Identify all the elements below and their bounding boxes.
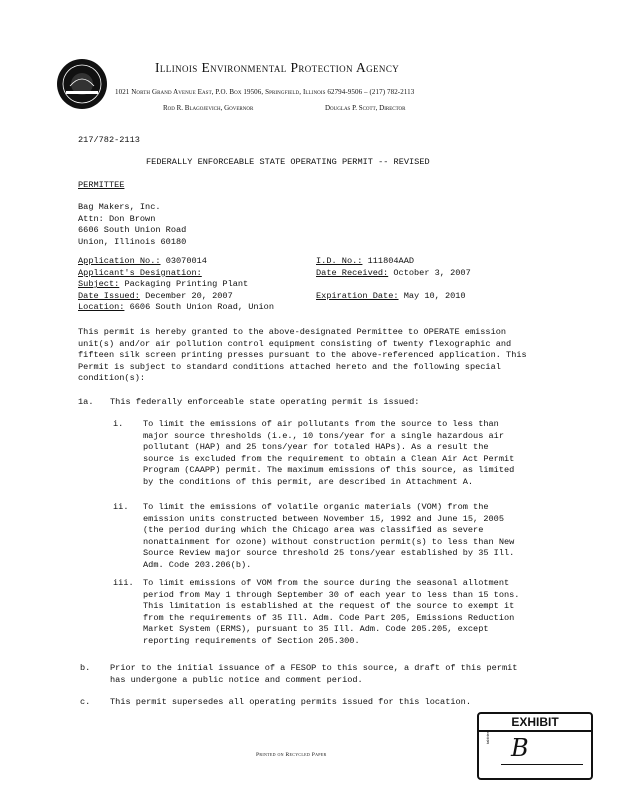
id-no: 111804AAD xyxy=(367,256,415,266)
director-name: Douglas P. Scott, Director xyxy=(325,104,406,112)
date-issued: December 20, 2007 xyxy=(145,290,233,301)
sub-item-number: iii. xyxy=(113,578,134,588)
document-title: FEDERALLY ENFORCEABLE STATE OPERATING PERMIT -- REVISED xyxy=(146,157,430,167)
subject: Packaging Printing Plant xyxy=(124,279,249,290)
recycled-paper-note: Printed on Recycled Paper xyxy=(256,752,327,758)
agency-name: Illinois Environmental Protection Agency xyxy=(155,60,400,75)
application-no: 03070014 xyxy=(165,256,207,266)
exhibit-value: B xyxy=(511,734,529,762)
exhibit-tab-brand: tabbies xyxy=(485,731,490,744)
permittee-street: 6606 South Union Road xyxy=(78,225,187,236)
phone-number: 217/782-2113 xyxy=(78,135,140,145)
condition-c-text: This permit supersedes all operating permits issued for this location. xyxy=(110,697,471,707)
condition-b-text: Prior to the initial issuance of a FESOP to this source, a draft of this permit has undergone a public notice and comment period. xyxy=(110,663,518,685)
permittee-address xyxy=(78,202,186,248)
date-received-label: Date Received: xyxy=(316,267,389,278)
application-no-label: Application No.: xyxy=(78,256,161,266)
condition-1a-label: 1a. xyxy=(78,397,94,407)
state-seal-icon xyxy=(56,58,108,110)
sub-item-text: To limit the emissions of air pollutants from the source to less than major source thresholds (i.e., 10 tons/year for a single hazardous air pollutant (HAP) and 25 tons/year for totaled HAPs). As a result the source is excluded from the requirement to obtain a Clean Air Act Permit Program (CAAPP) permit. The maximum emissions of this source, as limited by the conditions of this permit, are described in Attachment A. xyxy=(143,419,515,487)
governor-name: Rod R. Blagojevich, Governor xyxy=(163,104,254,112)
permittee-heading: PERMITTEE xyxy=(78,180,125,190)
condition-b-label: b. xyxy=(80,663,91,673)
exhibit-underline xyxy=(501,764,583,765)
sub-item-number: i. xyxy=(113,419,124,429)
subject-label: Subject: xyxy=(78,279,120,290)
date-received: October 3, 2007 xyxy=(393,267,471,278)
permittee-city: Union, Illinois 60180 xyxy=(78,236,187,247)
expiration-date: May 10, 2010 xyxy=(403,290,466,301)
permittee-attn: Attn: Don Brown xyxy=(78,213,156,224)
location-label: Location: xyxy=(78,302,125,313)
sub-item-text: To limit the emissions of volatile organic materials (VOM) from the emission units constructed between November 15, 1992 and June 15, 2005 (the period during which the Chicago area was classified as severe nonattainment for ozone) without construction permit(s) to less than New Source Review major source threshold 25 tons/year established by 35 Ill. Adm. Code 203.206(b). xyxy=(143,502,515,570)
application-details xyxy=(78,256,274,314)
expiration-label: Expiration Date: xyxy=(316,290,399,301)
applicant-designation-label: Applicant's Designation: xyxy=(78,267,202,278)
exhibit-sticker xyxy=(477,712,593,780)
permit-ids xyxy=(316,256,471,302)
agency-address: 1021 North Grand Avenue East, P.O. Box 19506, Springfield, Illinois 62794-9506 – (217) 782-2113 xyxy=(115,88,415,96)
exhibit-label: EXHIBIT xyxy=(479,714,591,732)
id-no-label: I.D. No.: xyxy=(316,256,363,266)
intro-paragraph: This permit is hereby granted to the above-designated Permittee to OPERATE emission unit(s) and/or air pollution control equipment consisting of twenty flexographic and fifteen silk screen printing presses pursuant to the above-referenced application. This Permit is subject to standard conditions attached hereto and the following special condition(s): xyxy=(78,327,527,384)
condition-1a-text: This federally enforceable state operating permit is issued: xyxy=(110,397,420,407)
date-issued-label: Date Issued: xyxy=(78,290,140,301)
sub-item-text: To limit emissions of VOM from the source during the seasonal allotment period from May 1 through September 30 of each year to less than 15 tons. This limitation is established at the request of the source to exempt it from the requirements of 35 Ill. Adm. Code Part 205, Emissions Reduction Market System (ERMS), pursuant to 35 Ill. Adm. Code 205.205, except reporting requirements of Section 205.300. xyxy=(143,578,520,646)
permittee-name: Bag Makers, Inc. xyxy=(78,202,161,212)
location: 6606 South Union Road, Union xyxy=(129,302,274,313)
condition-c-label: c. xyxy=(80,697,91,707)
sub-item-number: ii. xyxy=(113,502,129,512)
